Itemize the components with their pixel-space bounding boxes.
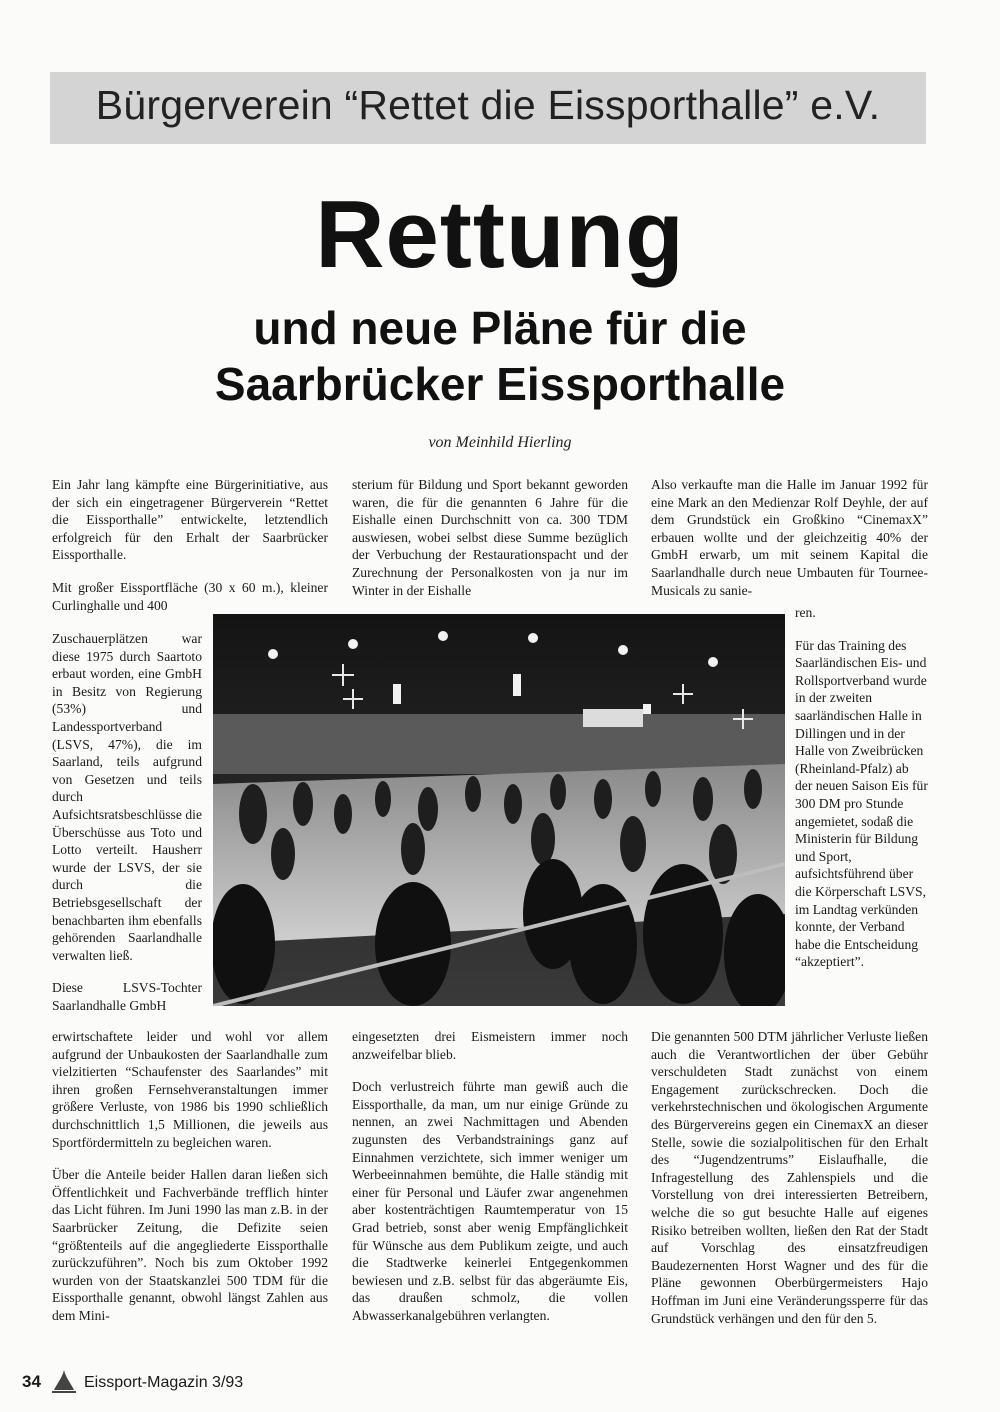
paragraph: sterium für Bildung und Sport bekannt geworden waren, die für die genannten 6 Jahre für die Eishalle einen Durchschnitt von ca. 300 TDM auswiesen, wobei selbst diese Summe bezüglich der Verbuchung der Restaurationspacht und der Zurechnung der Personalkosten von ja nur im Winter in der Eishalle [352, 477, 628, 598]
paragraph: eingesetzten drei Eismeistern immer noch anzweifelbar blieb. [352, 1029, 628, 1062]
column-2-lower [352, 1028, 628, 1340]
headline: Rettung [315, 181, 685, 288]
magazine-title: Eissport-Magazin 3/93 [84, 1374, 244, 1391]
paragraph: Diese LSVS-Tochter Saarlandhalle GmbH [52, 980, 202, 1013]
column-3-narrow [795, 604, 928, 986]
subheadline-line2: Saarbrücker Eissporthalle [214, 358, 786, 410]
association-title: Bürgerverein “Rettet die Eissporthalle” e.V. [95, 82, 881, 128]
paragraph: Zuschauerplätzen war diese 1975 durch Saartoto erbaut worden, eine GmbH in Besitz von Regierung (53%) und Landessportverband (LSVS, 47%), die im Saarland, teils aufgrund von Gesetzen und teils durch Aufsichtsratsbeschlüsse die Überschüsse aus Toto und Lotto verteilt. Hausherr wurde der LSVS, der sie durch die Betriebsgesellschaft der benachbarten ihm ebenfalls gehörenden Saarlandhalle verwalten ließ. [52, 631, 202, 963]
column-1-lower [52, 1028, 328, 1340]
subheadline-line1: und neue Pläne für die [253, 302, 747, 354]
paragraph: Über die Anteile beider Hallen daran ließen sich Öffentlichkeit und Fachverbände trefflich hinter das Licht führen. Im Juni 1990 las man z.B. in der Saarbrücker Zeitung, die Defizite seien “größtenteils auf die angegliederte Eissporthalle zurückzuführen”. Noch bis zum Oktober 1992 wurden von der Staatskanzlei 500 TDM für die Eissporthalle genannt, obwohl längst Zahlen aus dem Mini- [52, 1167, 328, 1323]
magazine-logo-icon [50, 1368, 78, 1394]
column-2 [352, 476, 628, 614]
column-3 [651, 476, 928, 599]
subheadline [0, 300, 1000, 412]
column-3-lower [651, 1028, 928, 1342]
paragraph: Mit großer Eissportfläche (30 x 60 m.), kleiner Curlinghalle und 400 [52, 579, 328, 613]
header-band [50, 72, 926, 144]
paragraph: erwirtschaftete leider und wohl vor allem aufgrund der Unbaukosten der Saarlandhalle zum vielzitierten “Schaufenster des Saarlandes” mit ihren großen Fernsehveranstaltungen immer größere Verluste, von 1986 bis 1990 schließlich durchschnittlich 1,5 Millionen, die jeweils aus Sportfördermitteln zu begleichen waren. [52, 1029, 328, 1150]
column-1 [52, 476, 328, 614]
paragraph: Ein Jahr lang kämpfte eine Bürgerinitiative, aus der sich ein eingetragener Bürgerverein “Rettet die Eissporthalle” entwickelte, letztendlich erfolgreich für den Erhalt der Saarbrücker Eissporthalle. [52, 477, 328, 563]
paragraph: ren. [795, 605, 816, 620]
paragraph: Die genannten 500 DTM jährlicher Verluste ließen auch die Verantwortlichen der über Gebühr verschuldeten Stadt zunächst von einem Engagement zurückschrecken. Doch die verkehrstechnischen und ökologischen Argumente des Bürgervereins gegen ein CinemaxX an dieser Stelle, sowie die sozialpolitischen für den Erhalt des “Jugendzentrums” Eislaufhalle, die Infragestellung des Zahlenspiels und die Vorstellung von drei interessierten Betreibern, welche die so gut besuchte Halle auf eigenes Risiko betreiben wollten, ließen den Rat der Stadt auf Vorschlag des einsatzfreudigen Baudezernenten Horst Wagner und des für die Pläne gewonnen Oberbürgermeisters Hajo Hoffman im Juni eine Veränderungssperre für das Grundstück verhängen und den für den 5. [651, 1029, 928, 1326]
column-1-narrow [52, 630, 202, 1014]
paragraph: Für das Training des Saarländischen Eis- und Rollsportverband wurde in der zweiten saarländischen Halle in Dillingen und in der Halle von Zweibrücken (Rheinland-Pfalz) ab der neuen Saison Eis für 300 DM pro Stunde angemietet, sodaß die Ministerin für Bildung und Sport, aufsichtsführend über die Körperschaft LSVS, im Landtag verkünden konnte, der Verband habe die Entscheidung “akzeptiert”. [795, 637, 928, 970]
byline: von Meinhild Hierling [428, 434, 572, 451]
page-number: 34 [22, 1372, 41, 1391]
paragraph: Doch verlustreich führte man gewiß auch die Eissporthalle, da man, um nur einige Gründe zu nennen, an zwei Nachmittagen und Abenden zugunsten des Verbandstrainings ganz auf Einnahmen verzichtete, sich immer weniger um Werbeeinnahmen bemühte, die Halle ständig mit einer für Personal und Läufer zwar angenehmen aber kostenträchtigen Raumtemperatur von 15 Grad betrieb, sonst aber wenig Empfänglichkeit für Wünsche aus dem Publikum zeigte, und auch die Stadtwerke keinerlei Entgegenkommen bewiesen und z.B. selbst für das abgeräumte Eis, das draußen schmolz, die vollen Abwasserkanalgebühren verlangten. [352, 1079, 628, 1323]
ice-rink-photo [213, 614, 785, 1006]
paragraph: Also verkaufte man die Halle im Januar 1992 für eine Mark an den Medienzar Rolf Deyhle, der auf dem Grundstück ein Großkino “CinemaxX” erbauen wollte und der gleichzeitig 40% der GmbH erwarb, um mit seinem Kapital die Saarlandhalle durch neue Umbauten für Tournee-Musicals zu sanie- [651, 477, 928, 598]
ice-rink-photo-svg [213, 614, 785, 1006]
